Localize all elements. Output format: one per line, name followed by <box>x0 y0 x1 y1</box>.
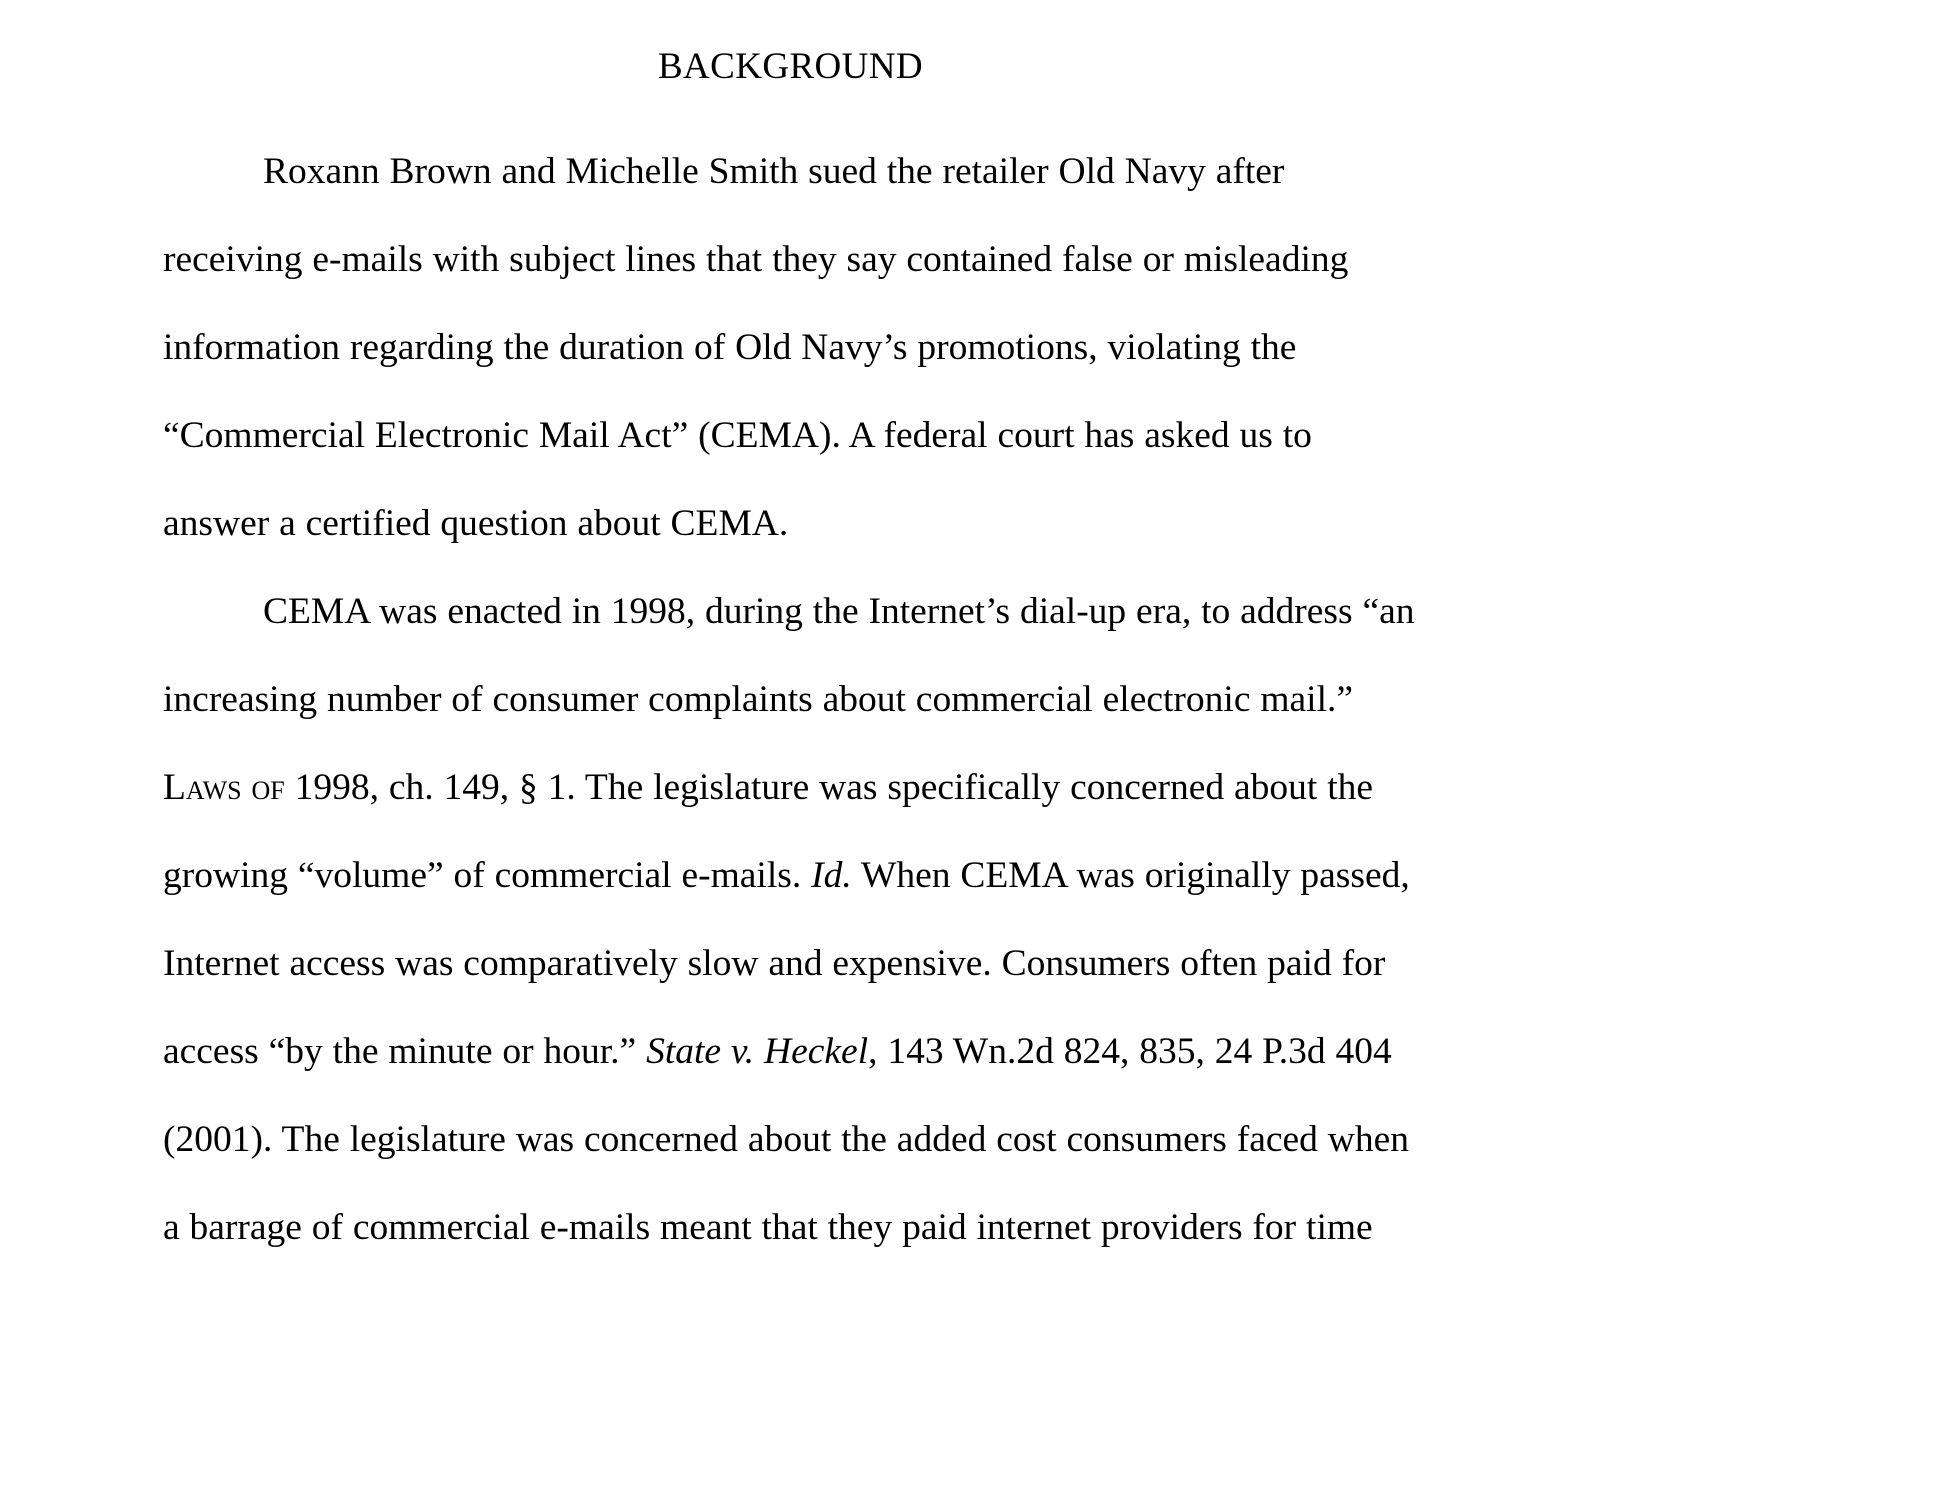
body-text-run: When CEMA was originally passed, Internet access was comparatively slow and expensive. Consumers often paid for access “by the minute or hour.” <box>163 855 1410 1072</box>
body-text-run: , 143 Wn.2d 824, 835, 24 P.3d 404 (2001). The legislature was concerned about the added cost consumers faced when a barrage of commercial e-mails meant that they paid internet providers for time <box>163 1031 1410 1248</box>
body-text-run: 1998, ch. 149, § 1. The legislature was specifically concerned about the growing “volume” of commercial e-mails. <box>163 767 1374 896</box>
paragraph-cema-history <box>163 568 1418 1272</box>
italic-citation: Id. <box>811 855 852 896</box>
italic-citation: State v. Heckel <box>646 1031 869 1072</box>
page-content <box>163 0 1418 1272</box>
paragraph-background-intro <box>163 128 1418 568</box>
page-title: BACKGROUND <box>657 46 924 87</box>
page-bottom-fade <box>0 1486 1942 1512</box>
body-text-run: CEMA was enacted in 1998, during the Internet’s dial-up era, to address “an increasing number of consumer complaints about commercial electronic mail.” <box>163 591 1415 720</box>
small-caps-citation: Laws of <box>163 767 285 808</box>
body-text-run: Roxann Brown and Michelle Smith sued the retailer Old Navy after receiving e-mails with subject lines that they say contained false or misleading information regarding the duration of Old Navy’s promotions, violating the “Commercial Electronic Mail Act” (CEMA). A federal court has asked us to answer a certified question about CEMA. <box>163 151 1349 544</box>
